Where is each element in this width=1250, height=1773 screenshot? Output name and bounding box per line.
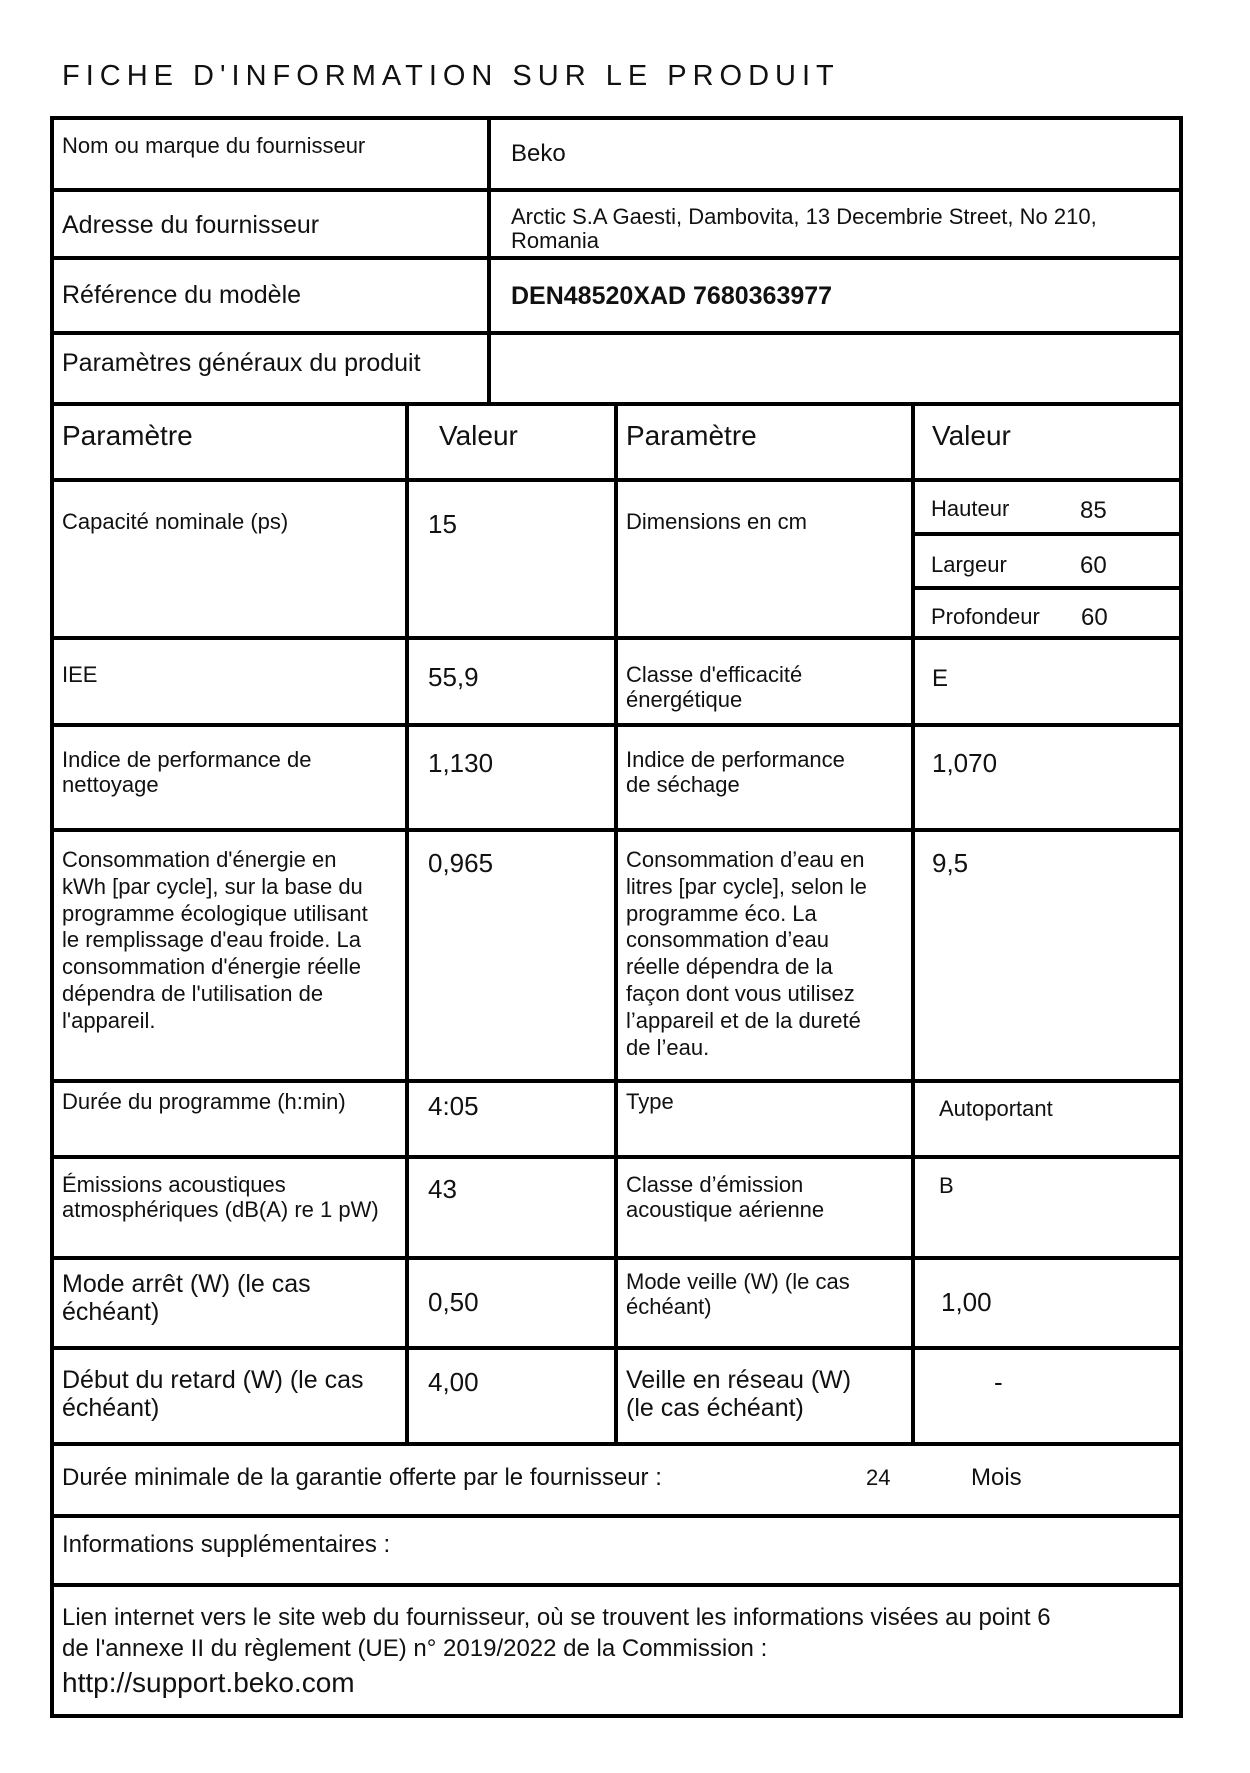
program-duration-value: 4:05 (428, 1091, 479, 1121)
energy-class-value: E (932, 665, 949, 692)
program-duration-label: Durée du programme (h:min) (62, 1089, 346, 1114)
general-parameters-label: Paramètres généraux du produit (62, 349, 421, 377)
warranty-value: 24 (866, 1465, 891, 1490)
supplier-address-label: Adresse du fournisseur (62, 211, 320, 239)
column-divider (405, 402, 409, 1446)
iee-value: 55,9 (428, 662, 479, 692)
warranty-label: Durée minimale de la garantie offerte par le fournisseur : (62, 1464, 662, 1491)
header-parameter-1: Paramètre (62, 420, 193, 451)
row-divider (50, 1514, 1183, 1518)
capacity-label: Capacité nominale (ps) (62, 509, 289, 534)
additional-info-label: Informations supplémentaires : (62, 1531, 391, 1558)
width-label: Largeur (931, 552, 1007, 577)
cleaning-index-label: Indice de performance de nettoyage (62, 747, 312, 797)
model-reference-value: DEN48520XAD 7680363977 (511, 282, 833, 310)
depth-value: 60 (1081, 604, 1108, 631)
supplier-website-link[interactable]: http://support.beko.com (62, 1667, 355, 1698)
water-consumption-label: Consommation d’eau en litres [par cycle], selon le programme éco. La consommation d’eau réelle dépendra de la façon dont vous utilisez l’appareil et de la dureté de l’eau. (626, 847, 867, 1060)
noise-emission-value: 43 (428, 1174, 457, 1204)
off-mode-value: 0,50 (428, 1287, 479, 1317)
depth-label: Profondeur (931, 604, 1040, 629)
delay-start-value: 4,00 (428, 1367, 479, 1397)
row-divider (915, 532, 1183, 536)
standby-mode-value: 1,00 (941, 1287, 992, 1317)
water-consumption-value: 9,5 (932, 848, 969, 878)
off-mode-label: Mode arrêt (W) (le cas échéant) (62, 1270, 311, 1327)
row-divider (50, 188, 1183, 192)
delay-start-label: Début du retard (W) (le cas échéant) (62, 1366, 364, 1423)
model-reference-label: Référence du modèle (62, 281, 302, 309)
noise-class-label: Classe d’émission acoustique aérienne (626, 1172, 825, 1222)
standby-mode-label: Mode veille (W) (le cas échéant) (626, 1269, 850, 1319)
energy-consumption-label: Consommation d'énergie en kWh [par cycle], sur la base du programme écologique utilisant le remplissage d'eau froide. La consommation d'énergie réelle dépendra de l'utilisation de l'appareil. (62, 847, 368, 1033)
capacity-value: 15 (428, 509, 457, 539)
energy-class-label: Classe d'efficacité énergétique (626, 662, 803, 712)
warranty-unit: Mois (971, 1464, 1022, 1491)
type-label: Type (626, 1089, 674, 1114)
supplier-address-value: Arctic S.A Gaesti, Dambovita, 13 Decembrie Street, No 210, Romania (511, 204, 1097, 253)
noise-emission-label: Émissions acoustiques atmosphériques (dB(A) re 1 pW) (62, 1172, 379, 1222)
dimensions-label: Dimensions en cm (626, 509, 807, 534)
column-divider (911, 402, 915, 1446)
drying-index-label: Indice de performance de séchage (626, 747, 845, 797)
row-divider (915, 586, 1183, 590)
type-value: Autoportant (939, 1096, 1053, 1121)
column-divider (614, 402, 618, 1446)
row-divider (50, 256, 1183, 260)
header-value-2: Valeur (932, 420, 1011, 451)
supplier-website-note: Lien internet vers le site web du fournisseur, où se trouvent les informations visées au point 6 de l'annexe II du règlement (UE) n° 2019/2022 de la Commission : (62, 1604, 1051, 1662)
column-divider (487, 116, 491, 406)
page-title: FICHE D'INFORMATION SUR LE PRODUIT (62, 60, 840, 92)
height-label: Hauteur (931, 496, 1010, 521)
supplier-name-value: Beko (511, 140, 566, 167)
cleaning-index-value: 1,130 (428, 748, 494, 778)
networked-standby-label: Veille en réseau (W) (le cas échéant) (626, 1366, 852, 1423)
header-value-1: Valeur (439, 420, 518, 451)
iee-label: IEE (62, 662, 98, 687)
energy-consumption-value: 0,965 (428, 848, 494, 878)
drying-index-value: 1,070 (932, 748, 998, 778)
height-value: 85 (1080, 497, 1107, 524)
supplier-name-label: Nom ou marque du fournisseur (62, 133, 366, 158)
noise-class-value: B (939, 1173, 954, 1198)
networked-standby-value: - (994, 1367, 1003, 1397)
row-divider (50, 1583, 1183, 1587)
header-parameter-2: Paramètre (626, 420, 757, 451)
row-divider (50, 331, 1183, 335)
width-value: 60 (1080, 552, 1107, 579)
